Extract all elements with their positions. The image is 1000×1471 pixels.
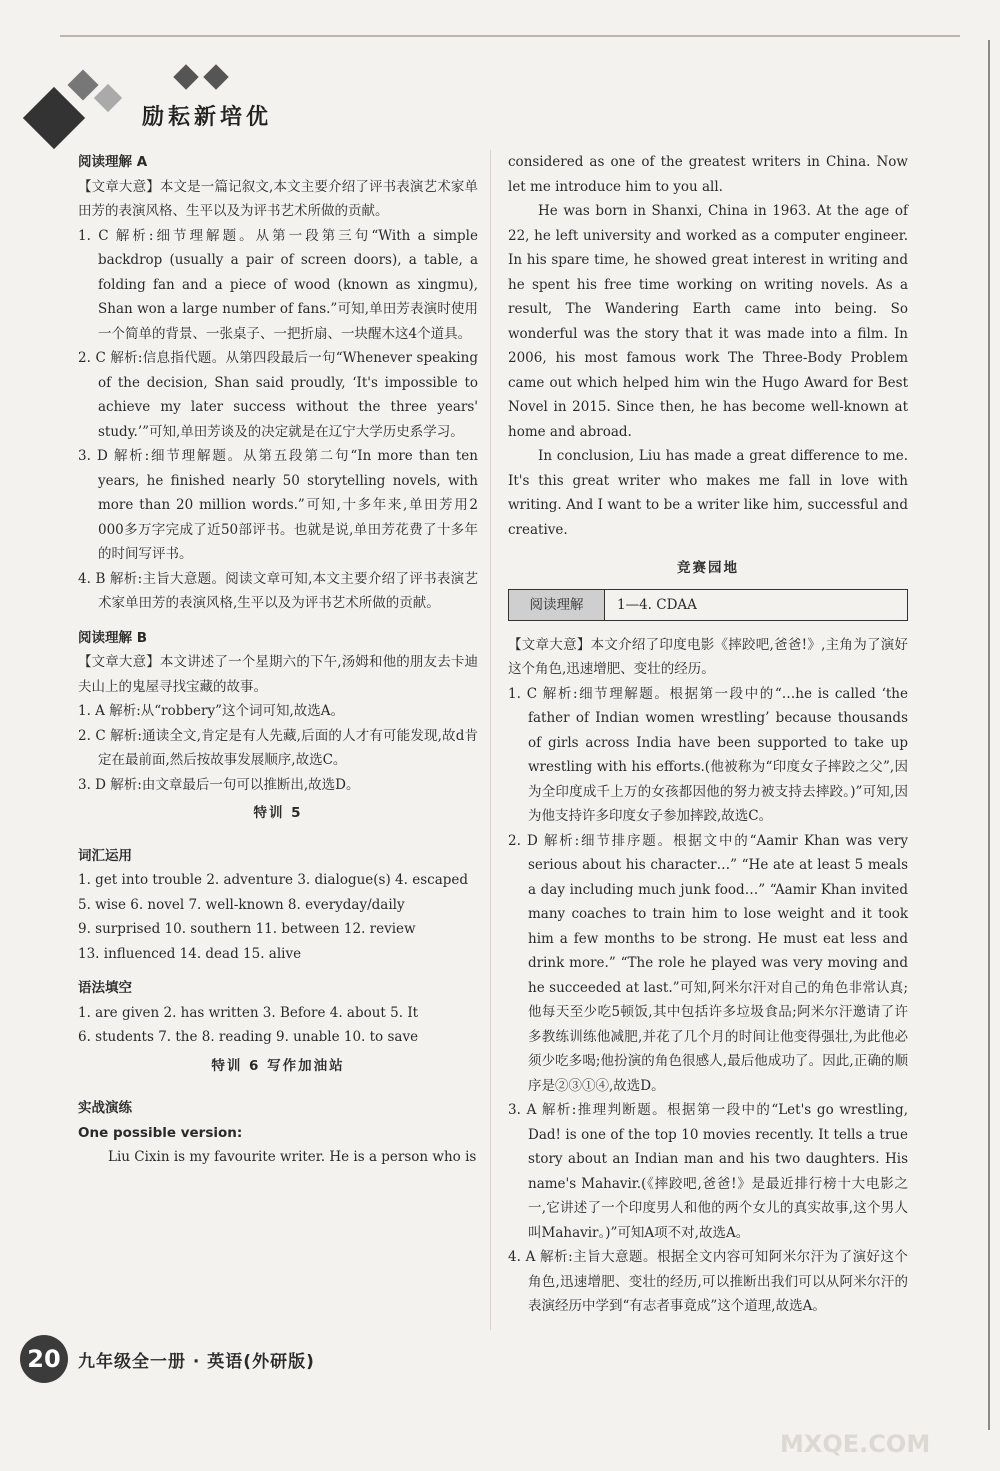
answer-line: 1. are given 2. has written 3. Before 4. about 5. It xyxy=(78,1004,419,1021)
answer-item: 3. A 解析:推理判断题。根据第一段中的“Let's go wrestling, Dad! is one of the top 10 movies recently. It tells a true story about an Indian man and his two daughters. His name's Mahavir.(《摔跤吧,爸爸!》是最近排行榜十大电影之一,它讲述了一个印度男人和他的两个女儿的真实故事,这个男人叫Mahavir。)”可知A项不对,故选A。 xyxy=(508,1102,908,1241)
diamond-decoration-icon xyxy=(23,87,85,149)
answer-item: 2. D 解析:细节排序题。根据文中的“Aamir Khan was very serious about his character…” “He ate at least 5 meals a day including much junk food…” “Aamir Khan invited many coaches to train him to lose weight and it took him a few months to be strong. He must eat less and drink more.” “The role he played was very moving and he succeeded at last.”可知,阿米尔汗对自己的角色非常认真;他每天至少吃5顿饭,其中包括许多垃圾食品;阿米尔汗邀请了许多教练训练他减肥,并花了几个月的时间让他变得强壮,为此他必须少吃多喝;他扮演的角色很感人,最后他成功了。因此,正确的顺序是②③①④,故选D。 xyxy=(508,832,908,1094)
diamond-decoration-icon xyxy=(67,69,98,100)
right-rule xyxy=(988,40,990,1430)
answer-line: 6. students 7. the 8. reading 9. unable 10. to save xyxy=(78,1029,419,1045)
answer-item: 1. A 解析:从“robbery”这个词可知,故选A。 xyxy=(78,703,345,719)
training-heading: 特训 5 xyxy=(253,805,303,821)
essay-paragraph: Liu Cixin is my favourite writer. He is a person who is xyxy=(108,1149,477,1165)
answer-box-value: 1—4. CDAA xyxy=(617,596,697,613)
answer-line: 9. surprised 10. southern 11. between 12. review xyxy=(78,921,416,937)
version-title: One possible version: xyxy=(78,1124,243,1141)
answer-item: 4. A 解析:主旨大意题。根据全文内容可知阿米尔汗为了演好这个角色,迅速增肥、变壮的经历,可以推断出我们可以从阿米尔汗的表演经历中学到“有志者事竟成”这个道理,故选A。 xyxy=(508,1249,908,1314)
article-summary: 【文章大意】本文是一篇记叙文,本文主要介绍了评书表演艺术家单田芳的表演风格、生平以及为评书艺术所做的贡献。 xyxy=(78,178,478,219)
article-summary: 【文章大意】本文讲述了一个星期六的下午,汤姆和他的朋友去卡迪夫山上的鬼屋寻找宝藏的故事。 xyxy=(78,654,478,695)
diamond-decoration-icon xyxy=(94,84,122,112)
answer-line: 1. get into trouble 2. adventure 3. dialogue(s) 4. escaped xyxy=(78,872,469,888)
essay-paragraph: He was born in Shanxi, China in 1963. At the age of 22, he left university and worked as a computer engineer. In his spare time, he showed great interest in writing and he spent his free time working on writing novels. As a result, The Wandering Earth came into being. So wonderful was the story that it was made into a film. In 2006, his most famous work The Three-Body Problem came out which helped him win the Hugo Award for Best Novel in 2015. Since then, he has become well-known at home and abroad. xyxy=(508,203,908,440)
page-number-badge: 20 xyxy=(20,1335,68,1383)
section-title: 语法填空 xyxy=(78,980,132,996)
section-title: 实战演练 xyxy=(78,1100,132,1116)
section-title: 阅读理解 A xyxy=(78,154,148,170)
book-title: 九年级全一册 · 英语(外研版) xyxy=(78,1352,315,1372)
answer-item: 1. C 解析:细节理解题。从第一段第三句“With a simple backdrop (usually a pair of screen doors), a table, a folding fan and a piece of wood (known as xingmu), Shan won a large number of fans.”可知,单田芳表演时使用一个简单的背景、一张桌子、一把折扇、一块醒木这4个道具。 xyxy=(78,227,478,342)
top-rule xyxy=(60,35,960,37)
training-heading: 特训 6 写作加油站 xyxy=(211,1057,345,1074)
contest-heading: 竞赛园地 xyxy=(677,560,739,576)
diamond-decoration-icon xyxy=(173,64,198,89)
answer-item: 2. C 解析:信息指代题。从第四段最后一句“Whenever speaking of the decision, Shan said proudly, ‘It's impossible to achieve my later success without the three years' study.’”可知,单田芳谈及的决定就是在辽宁大学历史系学习。 xyxy=(78,350,478,440)
section-title: 阅读理解 B xyxy=(78,629,147,646)
vocab-answers xyxy=(78,868,478,966)
diamond-decoration-icon xyxy=(203,64,228,89)
article-summary: 【文章大意】本文介绍了印度电影《摔跤吧,爸爸!》,主角为了演好这个角色,迅速增肥、变壮的经历。 xyxy=(508,636,908,677)
watermark-text: MXQE.COM xyxy=(780,1430,931,1458)
answer-item: 2. C 解析:通读全文,肯定是有人先藏,后面的人才有可能发现,故d肯定在最前面,然后按故事发展顺序,故选C。 xyxy=(78,727,478,768)
answer-item: 1. C 解析:细节理解题。根据第一段中的“…he is called ‘the father of Indian women wrestling’ because thousands of girls across India have been supported to take up wrestling with his efforts.(他被称为“印度女子摔跤之父”,因为全印度成千上万的女孩都因他的努力被支持去摔跤。)”可知,因为他支持许多印度女子参加摔跤,故选C。 xyxy=(508,685,908,824)
essay-paragraph: considered as one of the greatest writers in China. Now let me introduce him to you all. xyxy=(508,154,908,195)
answer-item: 3. D 解析:由文章最后一句可以推断出,故选D。 xyxy=(78,776,360,793)
essay-paragraph: In conclusion, Liu has made a great difference to me. It's this great writer who makes me fall in love with writing. And I want to be a writer like him, successful and creative. xyxy=(508,448,908,538)
answer-item: 3. D 解析:细节理解题。从第五段第二句“In more than ten years, he finished nearly 50 storytelling novels, with more than 20 million words.”可知,十多年来,单田芳用2 000多万字完成了近50部评书。也就是说,单田芳花费了十多年的时间写评书。 xyxy=(78,448,478,562)
page-header xyxy=(22,48,342,148)
answer-box xyxy=(508,589,908,621)
grammar-answers xyxy=(78,1001,478,1050)
column-divider xyxy=(490,150,491,1330)
section-title: 词汇运用 xyxy=(78,847,132,864)
answer-line: 13. influenced 14. dead 15. alive xyxy=(78,945,302,962)
left-column xyxy=(78,150,478,1170)
answer-line: 5. wise 6. novel 7. well-known 8. everyday/daily xyxy=(78,896,405,913)
right-column xyxy=(508,150,908,1319)
answer-box-label: 阅读理解 xyxy=(509,590,605,620)
answer-item: 4. B 解析:主旨大意题。阅读文章可知,本文主要介绍了评书表演艺术家单田芳的表演风格,生平以及为评书艺术所做的贡献。 xyxy=(78,570,478,611)
brand-title: 励耘新培优 xyxy=(142,104,273,130)
